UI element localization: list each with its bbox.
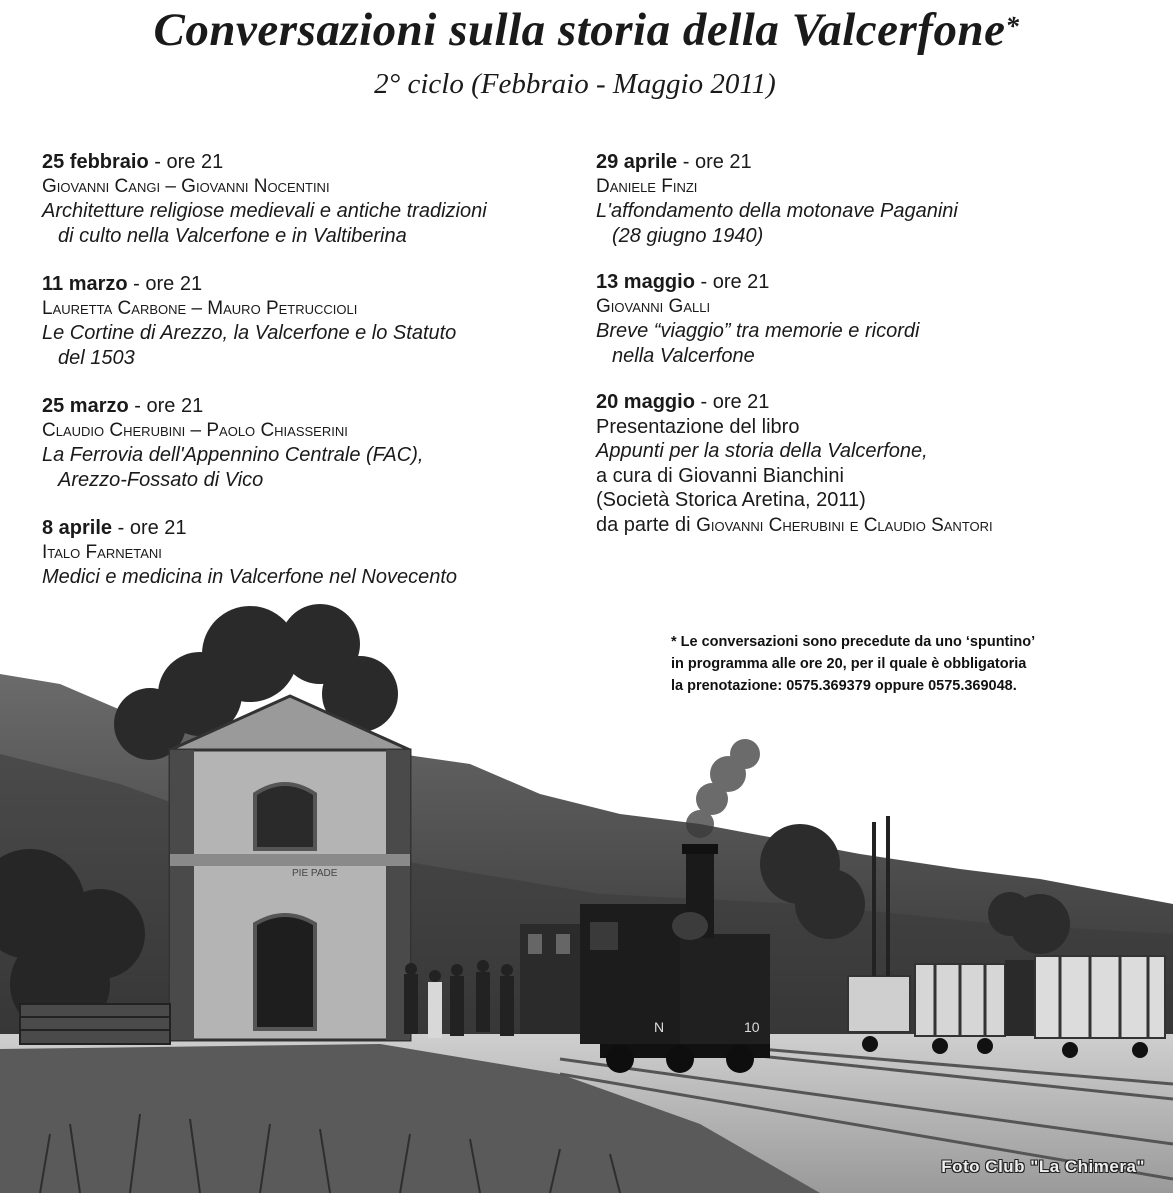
event-when <box>596 270 1136 295</box>
book-editor: a cura di Giovanni Bianchini <box>596 464 844 487</box>
event-speakers: Daniele Finzi <box>596 175 698 197</box>
event-time: - ore 21 <box>677 151 752 173</box>
event-time: - ore 21 <box>128 395 204 417</box>
event-time: - ore 21 <box>694 271 770 293</box>
loco-letter-text: N <box>654 1019 665 1035</box>
title-footnote-mark: * <box>1005 11 1020 41</box>
footnote <box>671 631 1141 697</box>
event-when <box>42 150 582 175</box>
event-speakers: Italo Farnetani <box>42 541 162 563</box>
event-13-maggio <box>596 270 1136 368</box>
event-time: - ore 21 <box>127 273 203 295</box>
event-time: - ore 21 <box>112 517 187 539</box>
title-text: Conversazioni sulla storia della Valcerfone <box>153 4 1006 56</box>
event-11-marzo <box>42 272 582 370</box>
page-subtitle: 2° ciclo (Febbraio - Maggio 2011) <box>374 68 776 100</box>
schedule-left-column <box>42 150 582 614</box>
talk-line: nella Valcerfone <box>612 344 755 367</box>
event-time: - ore 21 <box>148 151 224 173</box>
talk-line: La Ferrovia dell'Appennino Centrale (FAC), <box>42 444 424 466</box>
event-talk-title <box>42 199 582 248</box>
talk-line: Medici e medicina in Valcerfone nel Novecento <box>42 566 458 588</box>
station-sign-text: PIE PADE <box>292 868 338 879</box>
station-building <box>170 696 410 1040</box>
event-25-marzo <box>42 394 582 492</box>
event-when <box>596 150 1136 175</box>
photo-credit: Foto Club "La Chimera" <box>941 1157 1145 1176</box>
talk-line: L'affondamento della motonave Paganini <box>596 200 958 222</box>
talk-line: Breve “viaggio” tra memorie e ricordi <box>596 320 920 342</box>
schedule-right-column <box>596 150 1136 560</box>
event-speakers: Giovanni Cangi – Giovanni Nocentini <box>42 175 330 197</box>
book-presentation-intro: Presentazione del libro <box>596 415 800 438</box>
event-date: 8 aprile <box>42 517 113 539</box>
steam-smoke <box>686 739 760 838</box>
event-speakers: Lauretta Carbone – Mauro Petruccioli <box>42 297 358 319</box>
footnote-line: la prenotazione: 0575.369379 oppure 0575.369048. <box>671 678 1017 694</box>
presenters-prefix: da parte di <box>596 513 697 536</box>
event-25-febbraio <box>42 150 582 248</box>
event-time: - ore 21 <box>694 391 770 413</box>
event-date: 29 aprile <box>596 151 678 173</box>
event-when <box>42 394 582 419</box>
event-when <box>42 516 582 541</box>
talk-line: Arezzo-Fossato di Vico <box>58 468 264 491</box>
event-speakers: Claudio Cherubini – Paolo Chiasserini <box>42 419 348 441</box>
event-8-aprile <box>42 516 582 590</box>
footnote-line: in programma alle ore 20, per il quale è obbligatoria <box>671 656 1027 672</box>
event-date: 25 marzo <box>42 395 129 417</box>
footnote-line: * Le conversazioni sono precedute da uno ‘spuntino’ <box>671 634 1036 650</box>
book-presenters <box>596 513 1136 539</box>
loco-number-text: 10 <box>744 1019 760 1035</box>
event-talk-title <box>42 321 582 370</box>
talk-line: del 1503 <box>58 346 135 369</box>
passenger-car <box>520 924 590 1034</box>
event-talk-title <box>42 443 582 492</box>
event-date: 11 marzo <box>42 273 128 295</box>
event-talk-title <box>596 199 1136 248</box>
event-talk-title <box>596 319 1136 368</box>
book-publisher: (Società Storica Aretina, 2011) <box>596 489 866 511</box>
book-title: Appunti per la storia della Valcerfone, <box>596 440 928 462</box>
event-29-aprile <box>596 150 1136 248</box>
talk-line: (28 giugno 1940) <box>612 224 764 247</box>
event-date: 20 maggio <box>596 391 695 413</box>
event-speakers: Giovanni Galli <box>596 295 711 317</box>
event-talk-title <box>42 565 582 590</box>
event-date: 25 febbraio <box>42 151 149 173</box>
talk-line: Architetture religiose medievali e antiche tradizioni <box>42 200 487 222</box>
event-20-maggio <box>596 390 1136 538</box>
talk-line: di culto nella Valcerfone e in Valtiberina <box>58 224 407 247</box>
event-when <box>42 272 582 297</box>
event-when <box>596 390 1136 415</box>
event-date: 13 maggio <box>596 271 695 293</box>
stacked-logs <box>20 1004 170 1044</box>
page-title <box>0 2 1173 58</box>
talk-line: Le Cortine di Arezzo, la Valcerfone e lo Statuto <box>42 322 457 344</box>
presenters-names: Giovanni Cherubini e Claudio Santori <box>696 514 993 536</box>
